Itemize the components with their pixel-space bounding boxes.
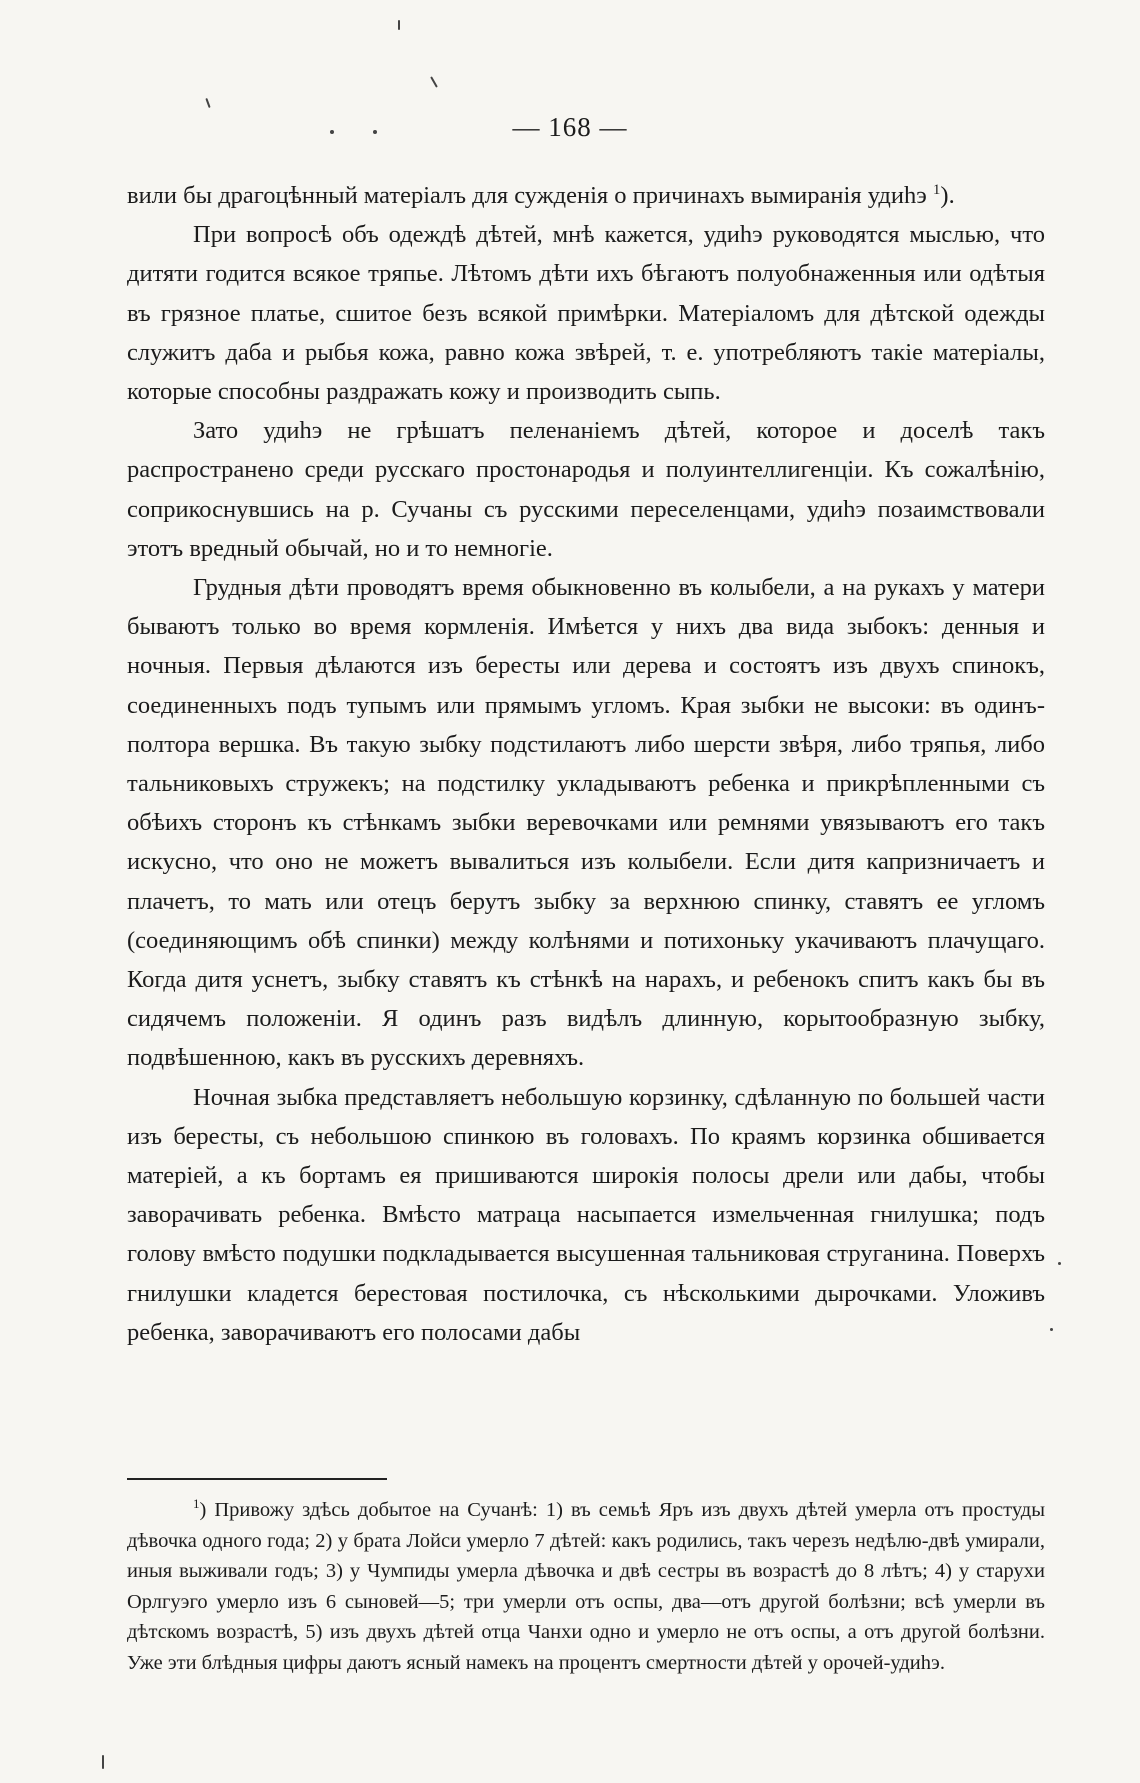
paragraph-night-cradle: Ночная зыбка представляетъ небольшую корзинку, сдѣланную по большей части изъ бересты, съ небольшою спинкою въ головахъ. По краямъ корзинка обшивается матеріей, а къ бортамъ ея пришиваются широкія полосы дрели или дабы, чтобы заворачивать ребенка. Вмѣсто матраца насыпается измельченная гнилушка; подъ голову вмѣсто подушки подкладывается высушенная тальниковая струганина. Поверхъ гнилушки кладется берестовая постилочка, съ нѣсколькими дырочками. Уложивъ ребенка, заворачиваютъ его полосами дабы <box>127 1083 1045 1346</box>
scan-speck <box>373 130 377 134</box>
footnote-text: ) Привожу здѣсь добытое на Сучанѣ: 1) въ семьѣ Яръ изъ двухъ дѣтей умерла отъ простуды дѣвочка одного года; 2) у брата Лойси умерло 7 дѣтей: какъ родились, такъ черезъ недѣлю-двѣ умирали, иныя выживали годъ; 3) у Чумпиды умерла дѣвочка и двѣ сестры въ возрастѣ до 8 лѣтъ; 4) у старухи Орлгуэго умерло изъ 6 сыновей—5; три умерли отъ оспы, два—отъ другой болѣзни; всѣ умерли въ дѣтскомъ возрастѣ, 5) изъ двухъ дѣтей отца Чанхи одно и умерло не отъ оспы, а отъ другой болѣзни. Уже эти блѣдныя цифры даютъ ясный намекъ на процентъ смертности дѣтей у орочей-удиһэ. <box>127 1499 1045 1674</box>
footnote-reference: 1 <box>932 181 941 198</box>
paragraph-clothing: При вопросѣ объ одеждѣ дѣтей, мнѣ кажется, удиһэ руководятся мыслью, что дитяти годится всякое тряпье. Лѣтомъ дѣти ихъ бѣгаютъ полуобнаженныя или одѣтыя въ грязное платье, сшитое безъ всякой примѣрки. Матеріаломъ для дѣтской одежды служитъ даба и рыбья кожа, равно кожа звѣрей, т. е. употребляютъ такіе матеріалы, которые способны раздражать кожу и производить сыпь. <box>127 221 1045 406</box>
paragraph-1-end: ). <box>940 182 955 209</box>
scan-speck <box>1058 1262 1061 1265</box>
paragraph-continued <box>127 176 1045 215</box>
scan-speck <box>330 130 334 134</box>
footnote <box>127 1495 1045 1678</box>
scan-speck <box>398 20 400 30</box>
paragraph-day-cradle: Грудныя дѣти проводятъ время обыкновенно въ колыбели, а на рукахъ у матери бываютъ только во время кормленія. Имѣется у нихъ два вида зыбокъ: денныя и ночныя. Первыя дѣлаются изъ бересты или дерева и состоятъ изъ двухъ спинокъ, соединенныхъ подъ тупымъ или прямымъ угломъ. Края зыбки не высоки: въ одинъ-полтора вершка. Въ такую зыбку подстилаютъ либо шерсти звѣря, либо тряпья, либо тальниковыхъ стружекъ; на подстилку укладываютъ ребенка и прикрѣпленными съ обѣихъ сторонъ къ стѣнкамъ зыбки веревочками или ремнями увязываютъ его такъ искусно, что оно не можетъ вывалиться изъ колыбели. Если дитя капризничаетъ и плачетъ, то мать или отецъ берутъ зыбку за верхнюю спинку, ставятъ ее угломъ (соединяющимъ обѣ спинки) между колѣнями и потихоньку укачиваютъ плачущаго. Когда дитя уснетъ, зыбку ставятъ къ стѣнкѣ на нарахъ, и ребенокъ спитъ какъ бы въ сидячемъ положеніи. Я одинъ разъ видѣлъ длинную, корытообразную зыбку, подвѣшенною, какъ въ русскихъ деревняхъ. <box>127 574 1045 1072</box>
scan-speck <box>1050 1328 1053 1331</box>
scan-speck <box>430 76 438 87</box>
scan-speck <box>205 98 210 108</box>
paragraph-swaddling: Зато удиһэ не грѣшатъ пеленаніемъ дѣтей, которое и доселѣ такъ распространено среди русскаго простонародья и полуинтеллигенціи. Къ сожалѣнію, соприкоснувшись на р. Сучаны съ русскими переселенцами, удиһэ позаимствовали этотъ вредный обычай, но и то немногіе. <box>127 417 1045 562</box>
paragraph-1-text: вили бы драгоцѣнный матеріалъ для сужденія о причинахъ вымиранія удиһэ <box>127 182 927 209</box>
footnote-mark: 1 <box>193 1496 200 1512</box>
footnote-divider <box>127 1478 387 1480</box>
page-number: — 168 — <box>512 112 628 142</box>
main-text <box>127 176 1045 1352</box>
scan-speck <box>102 1755 104 1769</box>
